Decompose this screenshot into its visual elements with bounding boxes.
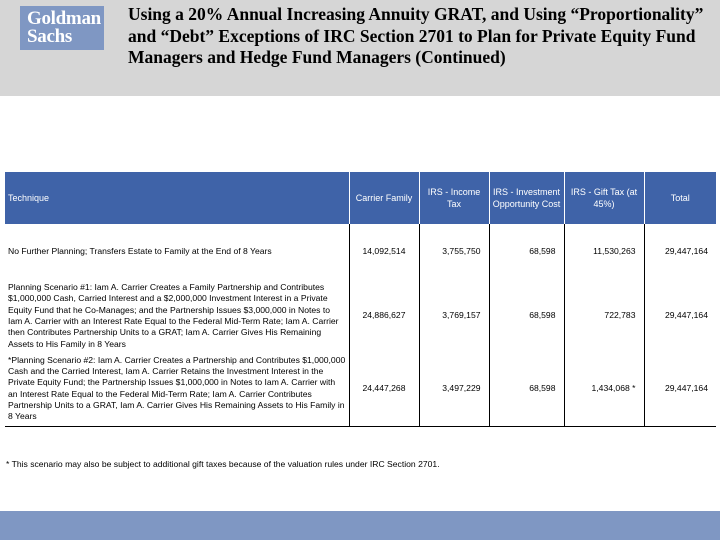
slide-title: Using a 20% Annual Increasing Annuity GRAT, and Using “Proportionality” and “Debt” Exceptions of IRC Section 2701 to Plan for Private Equity Fund Managers and Hedge Fund Managers (Continued) — [128, 4, 704, 67]
carrier-family-cell: 24,447,268 — [349, 352, 419, 426]
column-header-opportunity-cost: IRS - Investment Opportunity Cost — [489, 172, 564, 224]
carrier-family-cell: 14,092,514 — [349, 224, 419, 280]
technique-cell: Planning Scenario #1: Iam A. Carrier Creates a Family Partnership and Contributes $1,000,000 Cash, Carried Interest and a $2,000,000 Investment Interest in a Private Equity Fund that he Co-Manages; and the Partnership Issues $3,000,000 in Notes to Iam A. Carrier with an Interest Rate Equal to the Federal Mid-Term Rate; Iam A. Carrier then Contributes Partnership Units to a GRAT; Iam A. Carrier Gives His Remaining Assets to His Family in 8 Years — [5, 280, 349, 352]
table-row — [5, 352, 716, 426]
column-header-total: Total — [644, 172, 716, 224]
table-row — [5, 280, 716, 352]
column-header-gift-tax: IRS - Gift Tax (at 45%) — [564, 172, 644, 224]
total-cell: 29,447,164 — [664, 246, 708, 257]
gift-tax-cell: 722,783 — [564, 280, 644, 352]
income-tax-cell: 3,497,229 — [419, 352, 489, 426]
income-tax-cell: 3,769,157 — [419, 280, 489, 352]
logo-line-2: Sachs — [27, 26, 72, 47]
opportunity-cost-cell: 68,598 — [489, 280, 564, 352]
column-header-income-tax: IRS - Income Tax — [419, 172, 489, 224]
footer-band — [0, 511, 720, 540]
opportunity-cost-cell: 68,598 — [489, 224, 564, 280]
logo-line-1: Goldman — [27, 8, 101, 29]
total-cell: 29,447,164 — [644, 352, 716, 426]
column-header-carrier-family: Carrier Family — [349, 172, 419, 224]
goldman-sachs-logo — [20, 6, 104, 50]
technique-cell: *Planning Scenario #2: Iam A. Carrier Creates a Partnership and Contributes $1,000,000 Cash and the Carried Interest, Iam A. Carrier Retains the Investment Interest in the Private Equity Fund; the Partnership Issues $1,000,000 in Notes to Iam A. Carrier with an Interest Rate Equal to the Federal Mid-Term Rate; Iam A. Carrier Contributes Partnership Units to a GRAT, Iam A. Carrier Gives His Remaining Assets to His Family in 8 Years — [5, 352, 349, 426]
column-header-technique: Technique — [5, 172, 349, 224]
gift-tax-footnote-mark: * — [632, 383, 636, 394]
table-row — [5, 224, 716, 280]
footnote: * This scenario may also be subject to additional gift taxes because of the valuation rules under IRC Section 2701. — [6, 459, 440, 469]
income-tax-cell: 3,755,750 — [419, 224, 489, 280]
table-header-row — [5, 172, 716, 224]
comparison-table — [5, 172, 716, 427]
gift-tax-value: 1,434,068 — [591, 383, 630, 394]
header-band — [0, 0, 720, 96]
gift-tax-cell — [564, 352, 644, 426]
opportunity-cost-cell: 68,598 — [489, 352, 564, 426]
technique-cell: No Further Planning; Transfers Estate to Family at the End of 8 Years — [5, 224, 349, 280]
total-cell: 29,447,164 — [664, 310, 708, 321]
gift-tax-cell: 11,530,263 — [564, 224, 644, 280]
carrier-family-cell: 24,886,627 — [349, 280, 419, 352]
